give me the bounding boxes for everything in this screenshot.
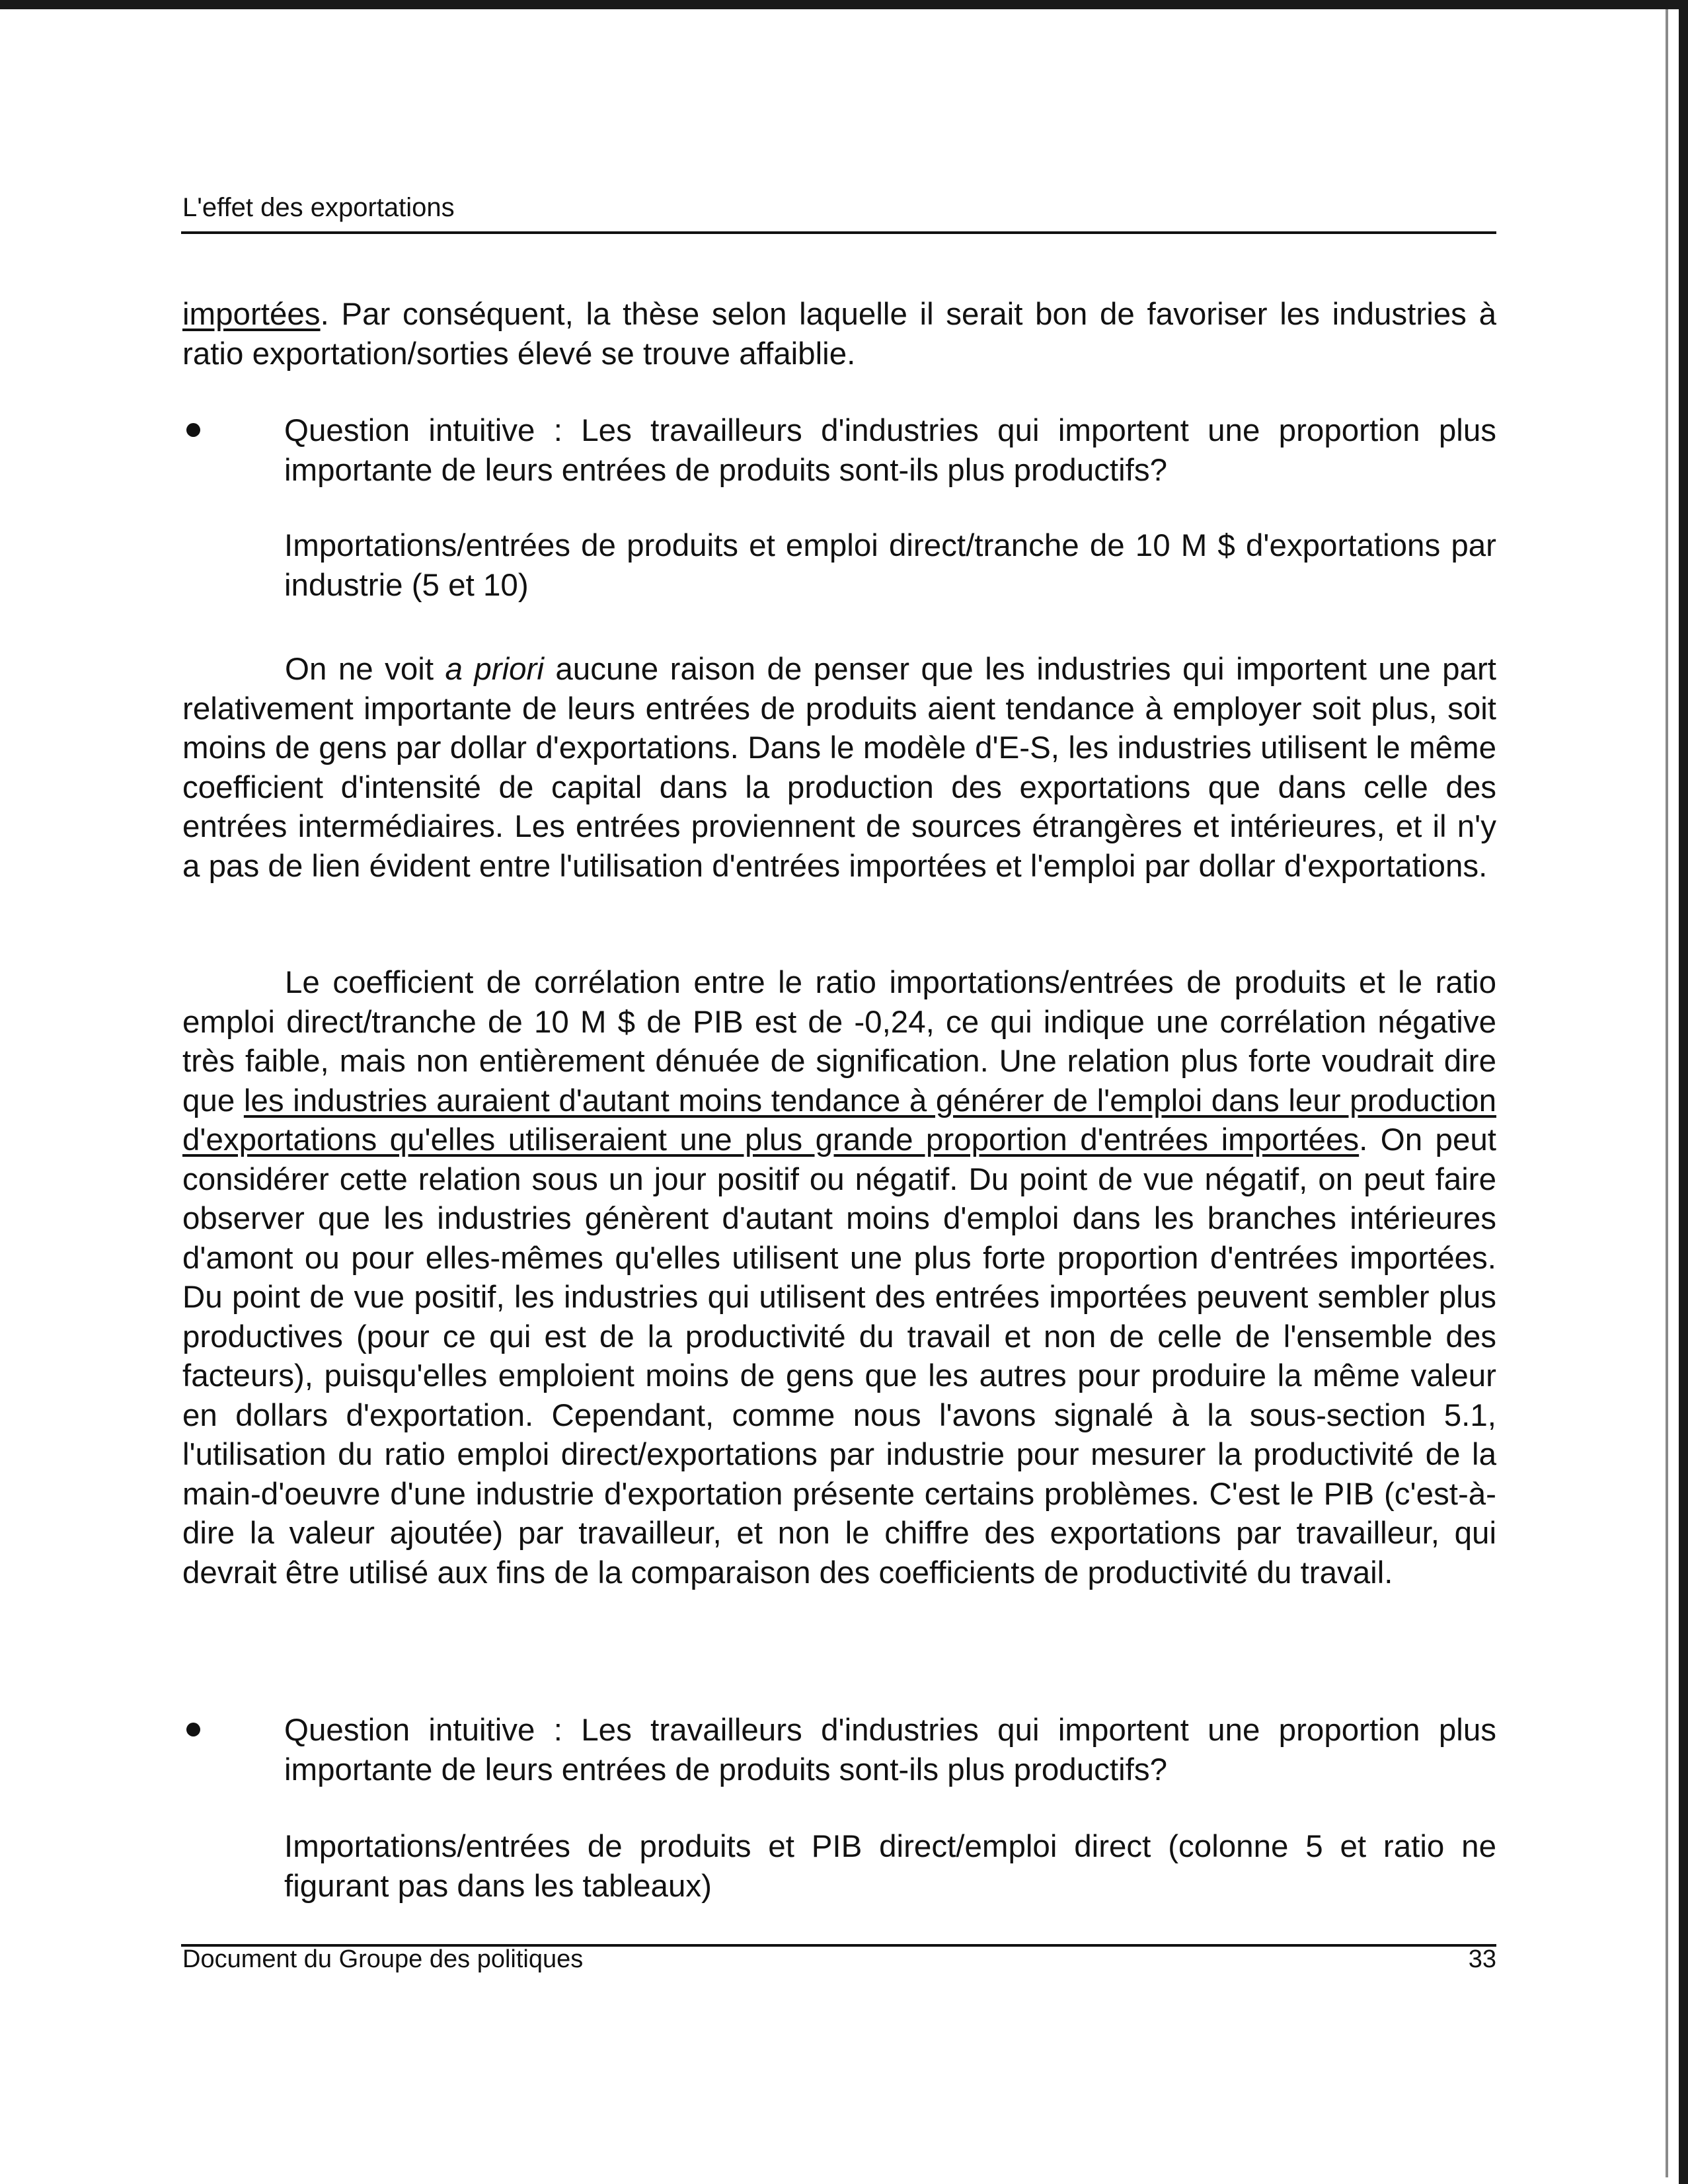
intuitive-question-2: Question intuitive : Les travailleurs d'industries qui importent une proportion plus importante de leurs entrées de produits sont-ils plus productifs?: [284, 1713, 1496, 1787]
scan-edge-right-shadow: [1666, 9, 1668, 2177]
header-rule: [181, 231, 1496, 234]
intuitive-question-1: Question intuitive : Les travailleurs d'industries qui importent une proportion plus importante de leurs entrées de produits sont-ils plus productifs?: [284, 413, 1496, 488]
italic-term: a priori: [445, 652, 544, 687]
paragraph-text: . Par conséquent, la thèse selon laquelle il serait bon de favoriser les industries à ratio exportation/sorties élevé se trouve affaiblie.: [182, 297, 1496, 371]
running-title: L'effet des exportations: [182, 193, 455, 222]
bullet-icon: [186, 1723, 200, 1736]
paragraph-continuation: [182, 295, 1496, 373]
paragraph-text: . On peut considérer cette relation sous un jour positif ou négatif. Du point de vue négatif, on peut faire observer que les industries génèrent d'autant moins d'emploi dans les branches intérieures d'amont ou pour elles-mêmes qu'elles utilisent une plus forte proportion d'entrées importées. Du point de vue positif, les industries qui utilisent des entrées importées peuvent sembler plus productives (pour ce qui est de la productivité du travail et non de celle de l'ensemble des facteurs), puisqu'elles emploient moins de gens que les autres pour produire la même valeur en dollars d'exportation. Cependant, comme nous l'avons signalé à la sous-section 5.1, l'utilisation du ratio emploi direct/exportations par industrie pour mesurer la productivité de la main-d'oeuvre d'une industrie d'exportation présente certains problèmes. C'est le PIB (c'est-à-dire la valeur ajoutée) par travailleur, et non le chiffre des exportations par travailleur, qui devrait être utilisé aux fins de la comparaison des coefficients de productivité du travail.: [182, 1122, 1496, 1590]
scan-edge-top: [0, 0, 1688, 9]
underlined-passage: les industries auraient d'autant moins tendance à générer de l'emploi dans leur production d'exportations qu'elles utiliseraient une plus grande proportion d'entrées importées: [182, 1083, 1496, 1157]
page-number: 33: [1468, 1945, 1496, 1973]
paragraph-text: On ne voit: [285, 652, 445, 687]
variables-line-1: Importations/entrées de produits et emploi direct/tranche de 10 M $ d'exportations par industrie (5 et 10): [284, 528, 1496, 603]
variables-line-2: Importations/entrées de produits et PIB direct/emploi direct (colonne 5 et ratio ne figurant pas dans les tableaux): [284, 1829, 1496, 1904]
paragraph-text: Le coefficient de corrélation entre le ratio importations/entrées de produits et le ratio emploi direct/tranche de 10 M $ de PIB est de -0,24, ce qui indique une corrélation négative très faible, mais non entièrement dénuée de signification. Une relation plus forte voudrait dire que: [182, 965, 1496, 1118]
paragraph-correlation: [182, 963, 1496, 1592]
bullet-icon: [186, 423, 200, 437]
footer-source: Document du Groupe des politiques: [182, 1945, 584, 1973]
scan-edge-right: [1679, 0, 1688, 2184]
paragraph-a-priori: [182, 650, 1496, 886]
underlined-word: importées: [182, 297, 321, 332]
paragraph-text: aucune raison de penser que les industries qui importent une part relativement importante de leurs entrées de produits aient tendance à employer soit plus, soit moins de gens par dollar d'exportations. Dans le modèle d'E-S, les industries utilisent le même coefficient d'intensité de capital dans la production des exportations que dans celle des entrées intermédiaires. Les entrées proviennent de sources étrangères et intérieures, et il n'y a pas de lien évident entre l'utilisation d'entrées importées et l'emploi par dollar d'exportations.: [182, 652, 1496, 884]
